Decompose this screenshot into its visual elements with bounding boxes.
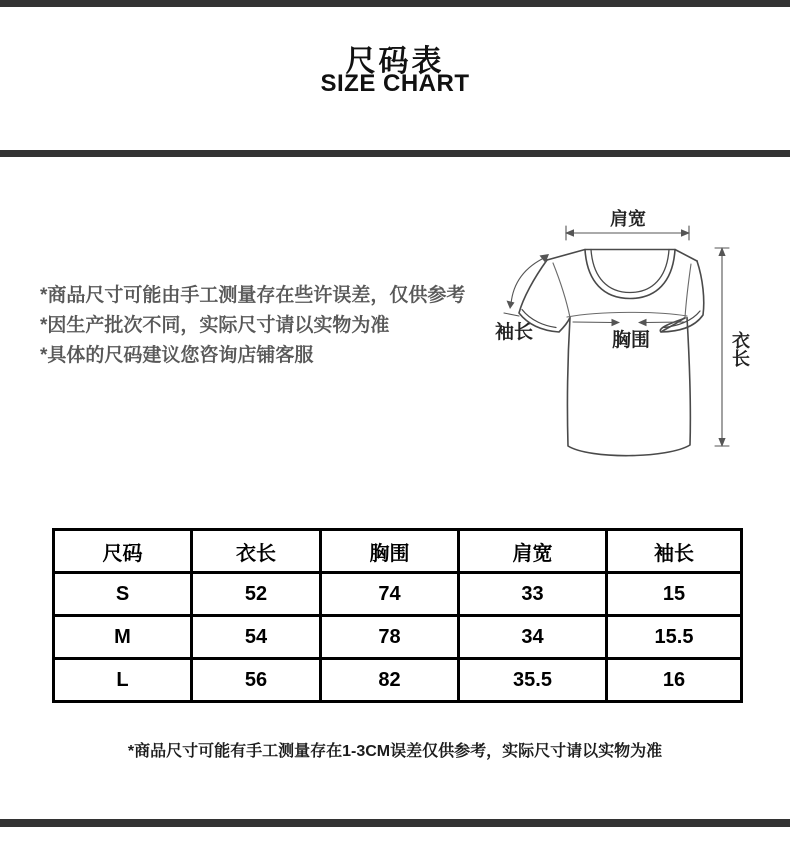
garment-length-label-char1: 衣 <box>732 331 750 351</box>
value-cell: 35.5 <box>459 659 607 702</box>
column-header: 胸围 <box>321 530 459 573</box>
column-header: 衣长 <box>192 530 321 573</box>
middle-divider-bar <box>0 150 790 157</box>
size-cell: S <box>54 573 192 616</box>
value-cell: 78 <box>321 616 459 659</box>
footer-disclaimer: *商品尺寸可能有手工测量存在1-3CM误差仅供参考，实际尺寸请以实物为准 <box>127 743 663 760</box>
tshirt-measurement-diagram <box>480 200 770 480</box>
value-cell: 33 <box>459 573 607 616</box>
table-row <box>54 573 742 616</box>
table-row <box>54 659 742 702</box>
chest-label: 胸围 <box>611 330 651 351</box>
value-cell: 52 <box>192 573 321 616</box>
value-cell: 74 <box>321 573 459 616</box>
sleeve-length-label: 袖长 <box>494 322 534 343</box>
value-cell: 54 <box>192 616 321 659</box>
value-cell: 56 <box>192 659 321 702</box>
garment-length-label-char2: 长 <box>732 349 750 369</box>
column-header: 袖长 <box>607 530 742 573</box>
note-line: *具体的尺码建议您咨询店铺客服 <box>40 345 314 366</box>
measurement-notes <box>40 281 465 371</box>
table-row <box>54 616 742 659</box>
tshirt-outline-icon <box>519 250 704 456</box>
bottom-divider-bar <box>0 819 790 827</box>
value-cell: 34 <box>459 616 607 659</box>
shoulder-width-label: 肩宽 <box>610 209 646 229</box>
page-title-english: SIZE CHART <box>320 70 470 97</box>
size-chart-table <box>52 528 743 703</box>
column-header: 肩宽 <box>459 530 607 573</box>
value-cell: 15 <box>607 573 742 616</box>
size-cell: L <box>54 659 192 702</box>
value-cell: 16 <box>607 659 742 702</box>
note-line: *因生产批次不同，实际尺寸请以实物为准 <box>40 315 390 336</box>
value-cell: 15.5 <box>607 616 742 659</box>
table-header-row <box>54 530 742 573</box>
page-title-chinese: 尺码表 <box>345 45 445 78</box>
column-header: 尺码 <box>54 530 192 573</box>
value-cell: 82 <box>321 659 459 702</box>
top-divider-bar <box>0 0 790 7</box>
note-line: *商品尺寸可能由手工测量存在些许误差，仅供参考 <box>40 285 466 306</box>
size-cell: M <box>54 616 192 659</box>
